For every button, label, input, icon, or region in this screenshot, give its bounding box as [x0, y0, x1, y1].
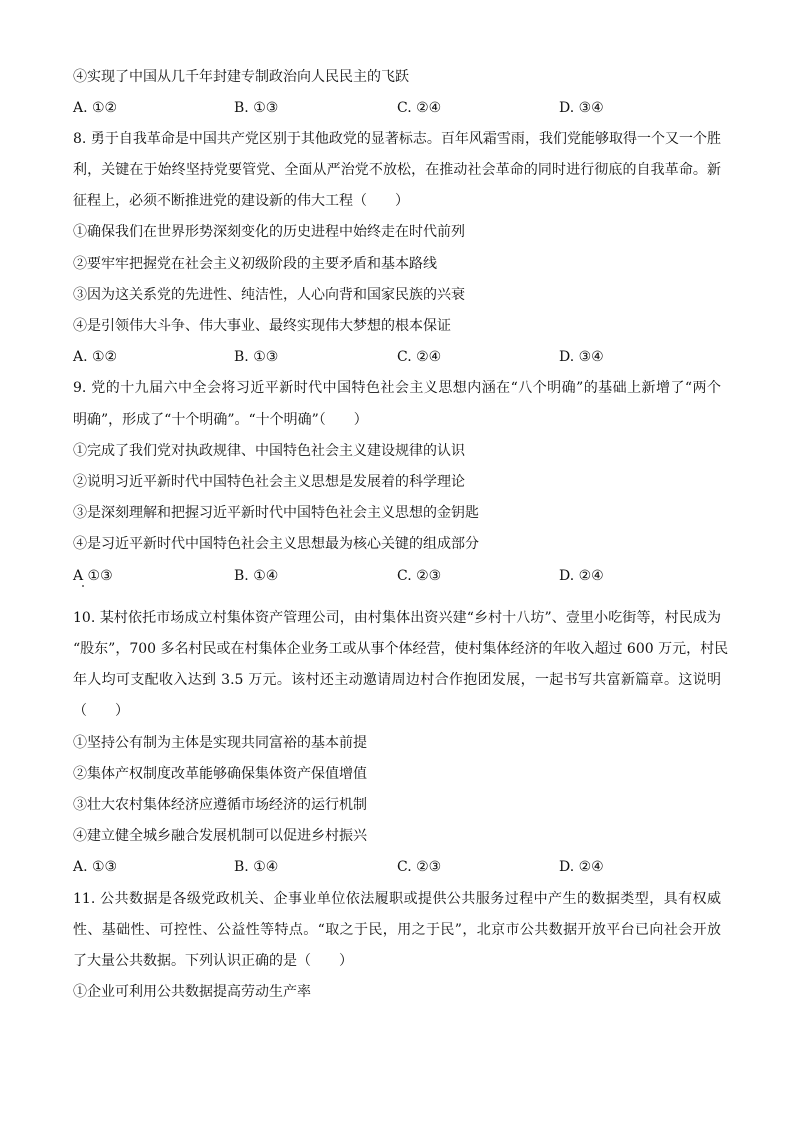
q8-option-a: A. ①② [73, 349, 118, 365]
q9-item-2: ②说明习近平新时代中国特色社会主义思想是发展着的科学理论 [73, 474, 465, 490]
q8-item-1: ①确保我们在世界形势深刻变化的历史进程中始终走在时代前列 [73, 224, 465, 240]
q10-item-3: ③壮大农村集体经济应遵循市场经济的运行机制 [73, 797, 367, 813]
q8-item-2: ②要牢牢把握党在社会主义初级阶段的主要矛盾和基本路线 [73, 256, 437, 272]
q8-option-c: C. ②④ [397, 349, 442, 365]
q10-option-c: C. ②③ [397, 859, 442, 875]
q9-options [73, 566, 721, 586]
q8-item-3: ③因为这关系党的先进性、纯洁性，人心向背和国家民族的兴衰 [73, 287, 465, 303]
q9-item-1: ①完成了我们党对执政规律、中国特色社会主义建设规律的认识 [73, 443, 465, 459]
q7-option-d: D. ③④ [559, 100, 604, 116]
q10-item-2: ②集体产权制度改革能够确保集体资产保值增值 [73, 766, 367, 782]
q10-stem-line-1: 10. 某村依托市场成立村集体资产管理公司，由村集体出资兴建“乡村十八坊”、壹里小吃街等，村民成为 [73, 610, 721, 626]
q10-stem-line-3: 年人均可支配收入达到 3.5 万元。该村还主动邀请周边村合作抱团发展，一起书写共富新篇章。这说明 [73, 672, 721, 688]
q9-item-4: ④是习近平新时代中国特色社会主义思想最为核心关键的组成部分 [73, 536, 479, 552]
q9-stem-line-2: 明确”，形成了“十个明确”。“十个明确”（ ） [73, 412, 368, 428]
q10-item-4: ④建立健全城乡融合发展机制可以促进乡村振兴 [73, 828, 367, 844]
q7-option-c: C. ②④ [397, 100, 442, 116]
q8-option-d: D. ③④ [559, 349, 604, 365]
q9-option-d: D. ②④ [559, 568, 604, 584]
q11-stem-line-3: 了大量公共数据。下列认识正确的是（ ） [73, 953, 353, 969]
q11-stem-line-1: 11. 公共数据是各级党政机关、企事业单位依法履职或提供公共服务过程中产生的数据类型，具有权威 [73, 891, 721, 907]
q8-stem-line-2: 利，关键在于始终坚持党要管党、全面从严治党不放松，在推动社会革命的同时进行彻底的自我革命。新 [73, 162, 721, 178]
q7-options [73, 98, 721, 118]
q11-item-1: ①企业可利用公共数据提高劳动生产率 [73, 984, 311, 1000]
q10-stem-line-2: “股东”，700 多名村民或在村集体企业务工或从事个体经营，使村集体经济的年收入超过 600 万元，村民 [73, 641, 729, 657]
q7-option-a: A. ①② [73, 100, 118, 116]
q8-item-4: ④是引领伟大斗争、伟大事业、最终实现伟大梦想的根本保证 [73, 318, 451, 334]
q7-item-4: ④实现了中国从几千年封建专制政治向人民民主的飞跃 [73, 69, 409, 85]
q10-option-a: A. ①③ [73, 859, 118, 875]
q9-item-3: ③是深刻理解和把握习近平新时代中国特色社会主义思想的金钥匙 [73, 505, 479, 521]
q8-options [73, 347, 721, 367]
q8-stem-line-1: 8. 勇于自我革命是中国共产党区别于其他政党的显著标志。百年风霜雪雨，我们党能够取得一个又一个胜 [73, 131, 721, 147]
q7-option-b: B. ①③ [234, 100, 279, 116]
q10-option-d: D. ②④ [559, 859, 604, 875]
q9-option-b: B. ①④ [234, 568, 279, 584]
q9-option-a: A ①③ [73, 568, 113, 584]
q11-stem-line-2: 性、基础性、可控性、公益性等特点。“取之于民，用之于民”，北京市公共数据开放平台已向社会开放 [73, 922, 721, 938]
q8-option-b: B. ①③ [234, 349, 279, 365]
q8-stem-line-3: 征程上，必须不断推进党的建设新的伟大工程（ ） [73, 193, 409, 209]
stray-dot-mark [82, 585, 84, 587]
q9-option-c: C. ②③ [397, 568, 442, 584]
q10-item-1: ①坚持公有制为主体是实现共同富裕的基本前提 [73, 735, 367, 751]
q10-stem-line-4: （ ） [73, 703, 129, 719]
q10-option-b: B. ①④ [234, 859, 279, 875]
q10-options [73, 857, 721, 877]
q9-stem-line-1: 9. 党的十九届六中全会将习近平新时代中国特色社会主义思想内涵在“八个明确”的基础上新增了“两个 [73, 380, 721, 396]
